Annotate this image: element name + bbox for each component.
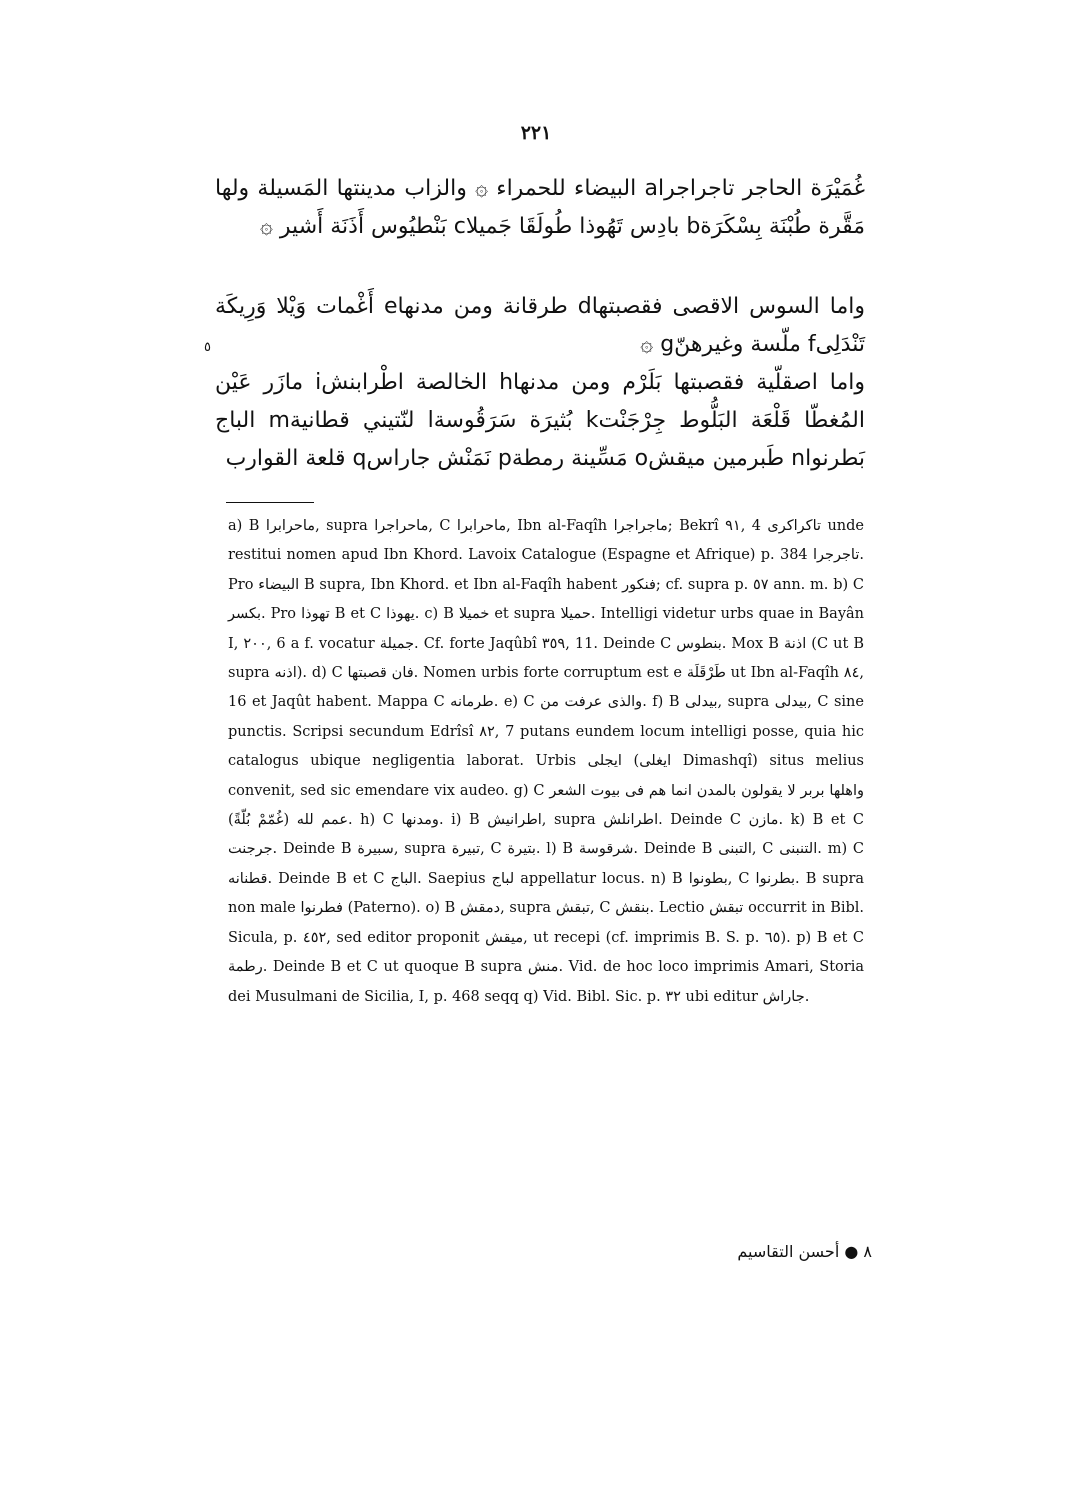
arabic-paragraph-3: واما اصقلّية فقصبتها بَلَرْم ومن مدنهاh الخالصة اطْرابنشi مازَر عَيْن المُغطّا قَلْعَة البَلُّوط جِرْجَنْتk بُثيرَة سَرَقُوسةl لنّتيني قطانيةm الباج بَطرنواn طَبرمين ميقشo مَسِّينة رمطةp نَمَنْش جاراسq قلعة القوارب	[215, 370, 866, 471]
signature-line: ٨ ● أحسن التقاسيم	[737, 1242, 872, 1261]
footnote-text: a) B ماحرابرا, supra ماحراجرا, C ماحرابرا, Ibn al-Faqîh ماجراجرا; Bekrî ٩١, 4 تاكراكرى unde restitui nomen apud Ibn Khord. Lavoix Catalogue (Espagne et Afrique) p. 384 تاجرجرا. Pro البيضاء B supra, Ibn Khord. et Ibn al-Faqîh habent فنكور; cf. supra p. ٥٧ ann. m. b) C بكسر. Pro تهوذا B et C يهوذا. c) B خميلا et supra حميلا. Intelligi videtur urbs quae in Bayân I, ٢٠٠, 6 a f. vocatur جميلة. Cf. forte Jaqûbî ٣٥٩, 11. Deinde C بنطوس. Mox B اذنة (C ut B supra اذنه). d) C فان قصبتها. Nomen urbis forte corruptum est e طَرْقَلَة ut Ibn al-Faqîh ٨٤, 16 et Jaqût habent. Mappa C طرمانه. e) C والذى عرفت من. f) B بيدلى, supra بيدلى, C sine punctis. Scripsi secundum Edrîsî ٨٢, 7 putans eundem locum intelligi posse, quia hic catalogus ubique negligentia laborat. Urbis ايجلى (ايغلى Dimashqî) situs melius convenit, sed sic emendare vix audeo. g) C واهلها بربر لا يقولون بالمدن انما هم فى بيوت الشعر عمم لله (غُمّمْ بُلّةً). h) C ومدنها. i) B اطرانيش, supra اطرانلش. Deinde C مازن. k) B et C جرجنت. Deinde B سبيرة, supra تبيرة, C بتيرة. l) B شرقوسة. Deinde B التبنى, C التنبنى. m) C قطنانه. Deinde B et C الباج. Saepius لباج appellatur locus. n) B بطونوا, C بطرنوا. B supra non male فطرنوا (Paterno). o) B دمقش, supra تبقش, C بنقش. Lectio تبقش occurrit in Bibl. Sicula, p. ٤٥٢, sed editor proponit ميقش, ut recepi (cf. imprimis B. S. p. ٦٥). p) B et C رطمة. Deinde B et C ut quoque B supra منش. Vid. de hoc loco imprimis Amari, Storia dei Musulmani de Sicilia, I, p. 468 seqq q) Vid. Bibl. Sic. p. ٣٢ ubi editur جاراش.	[228, 518, 865, 1005]
page-number: ٢٢١	[520, 122, 552, 144]
arabic-paragraph-2: واما السوس الاقصى فقصبتهاd طرقانة ومن مدنهاe أَغْمات وَيْلا وَرِيكَة تَنْدَلِىf ملّسة وغيرهنّg ۞	[215, 294, 865, 357]
footnote-separator	[226, 502, 314, 503]
footnotes	[228, 512, 864, 1012]
margin-line-number: ٥	[204, 340, 211, 355]
arabic-paragraph-1: غُمَيْرَة الحاجر تاجراجراa البيضاء للحمراء ۞ والزاب مدينتها المَسيلة ولها مَقَّرة طُبْنَة بِسْكَرَةb بادِس تَهُوذا طُولَقَا جَميلاc بَنْطيُوس أَذَنَة أَشير ۞	[215, 176, 866, 239]
